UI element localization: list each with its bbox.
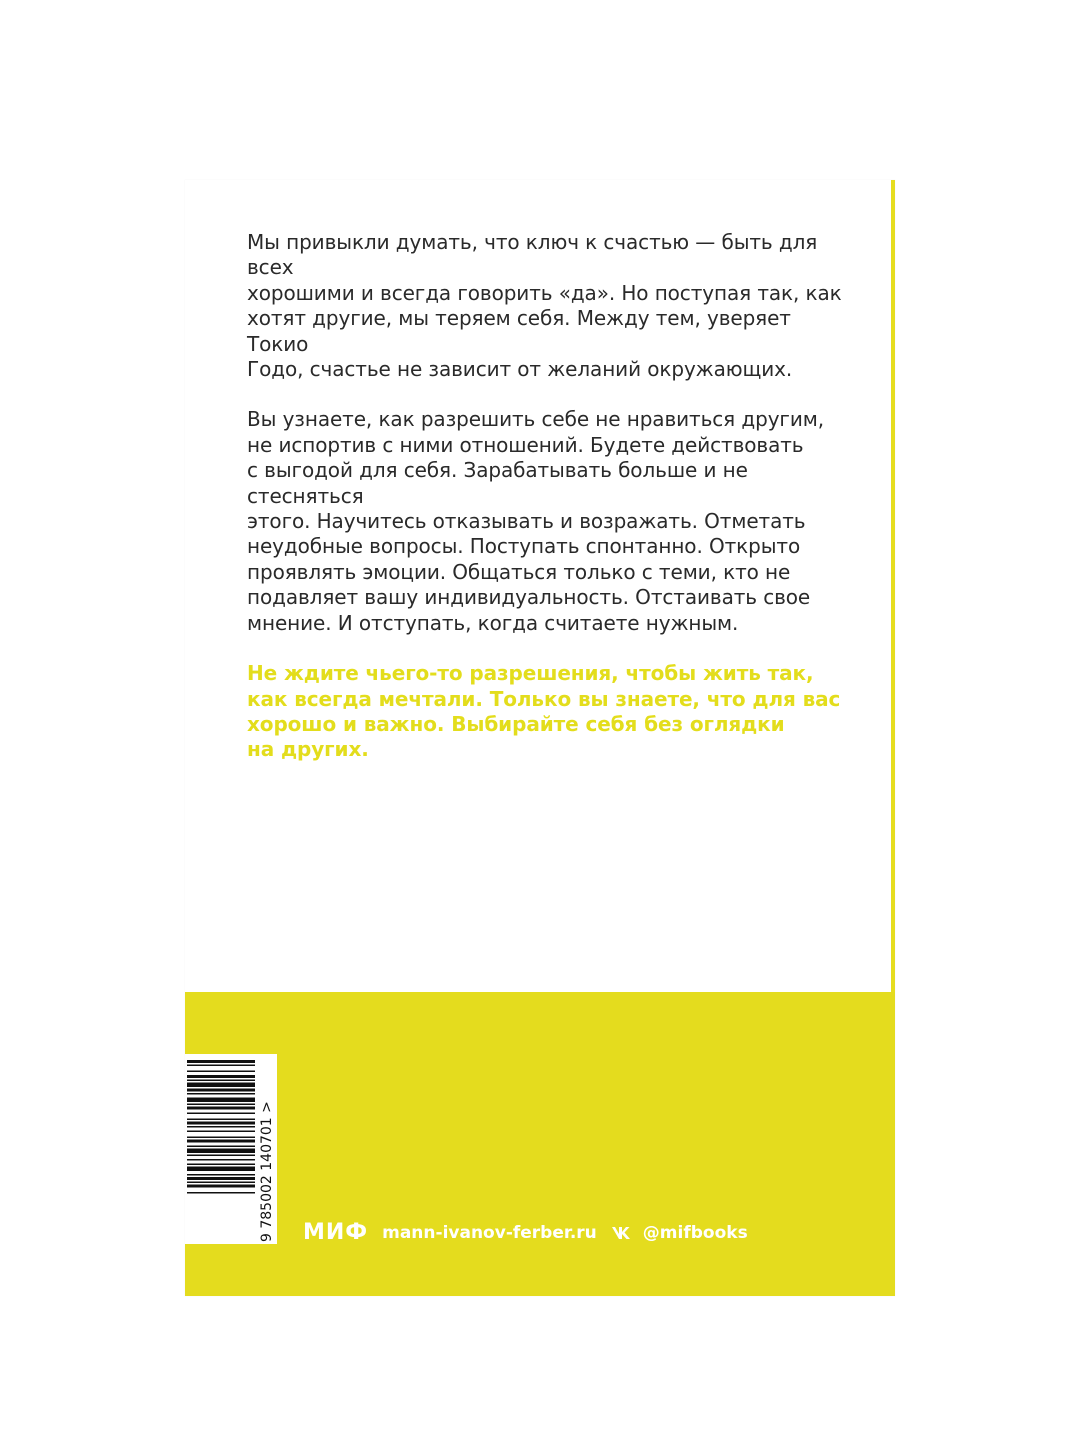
barcode-bar bbox=[187, 1164, 255, 1166]
barcode-bar bbox=[187, 1060, 255, 1063]
barcode-graphic bbox=[185, 1054, 277, 1244]
barcode-bar bbox=[187, 1107, 255, 1110]
blurb-highlight: Не ждите чьего-то разрешения, чтобы жить так, как всегда мечтали. Только вы знаете, что для вас хорошо и важно. Выбирайте себя без оглядки на других. bbox=[247, 661, 841, 762]
vk-icon bbox=[611, 1226, 631, 1240]
barcode-bar bbox=[187, 1080, 255, 1082]
barcode-bar bbox=[187, 1065, 255, 1067]
barcode-bar bbox=[187, 1174, 255, 1176]
barcode-bar bbox=[187, 1182, 255, 1184]
barcode bbox=[185, 1054, 277, 1244]
barcode-bar bbox=[187, 1185, 255, 1188]
barcode-bar bbox=[187, 1177, 255, 1180]
barcode-bar bbox=[187, 1098, 255, 1103]
spine-edge bbox=[891, 180, 895, 992]
barcode-bar bbox=[187, 1155, 255, 1157]
barcode-bar bbox=[187, 1137, 255, 1139]
yellow-band bbox=[185, 992, 895, 1296]
blurb bbox=[247, 230, 847, 788]
barcode-bar bbox=[187, 1089, 255, 1092]
publisher-footer bbox=[303, 1220, 748, 1245]
barcode-bar bbox=[187, 1113, 255, 1115]
publisher-logo: МИФ bbox=[303, 1220, 369, 1245]
barcode-bar bbox=[187, 1075, 255, 1078]
barcode-bar bbox=[187, 1083, 255, 1088]
barcode-bar bbox=[187, 1167, 255, 1172]
publisher-website: mann-ivanov-ferber.ru bbox=[382, 1222, 597, 1243]
barcode-bar bbox=[187, 1119, 255, 1121]
barcode-bar bbox=[187, 1159, 255, 1161]
barcode-bar bbox=[187, 1071, 255, 1073]
barcode-bar bbox=[187, 1192, 255, 1194]
blurb-paragraph-1: Мы привыкли думать, что ключ к счастью — быть для всех хорошими и всегда говорить «да». Но поступая так, как хотят другие, мы теряем себя. Между тем, уверяет Токио Годо, счастье не зависит от желаний окружающих. bbox=[247, 230, 842, 382]
blurb-paragraph-2: Вы узнаете, как разрешить себе не нравиться другим, не испортив с ними отношений. Будете действовать с выгодой для себя. Зарабатывать больше и не стесняться этого. Научитесь отказывать и возражать. Отметать неудобные вопросы. Поступать спонтанно. Открыто проявлять эмоции. Общаться только с теми, кто не подавляет вашу индивидуальность. Отстаивать свое мнение. И отступать, когда считаете нужным. bbox=[247, 407, 824, 635]
barcode-bar bbox=[187, 1146, 255, 1148]
book-back-cover bbox=[185, 180, 895, 1296]
barcode-bar bbox=[187, 1140, 255, 1143]
barcode-bar bbox=[187, 1093, 255, 1095]
barcode-bar bbox=[187, 1122, 255, 1125]
barcode-bar bbox=[187, 1126, 255, 1128]
barcode-bar bbox=[187, 1131, 255, 1133]
barcode-bar bbox=[187, 1149, 255, 1154]
social-handle: @mifbooks bbox=[642, 1222, 748, 1243]
barcode-bar bbox=[187, 1104, 255, 1106]
barcode-digits: 9 785002 140701 > bbox=[259, 1101, 275, 1242]
